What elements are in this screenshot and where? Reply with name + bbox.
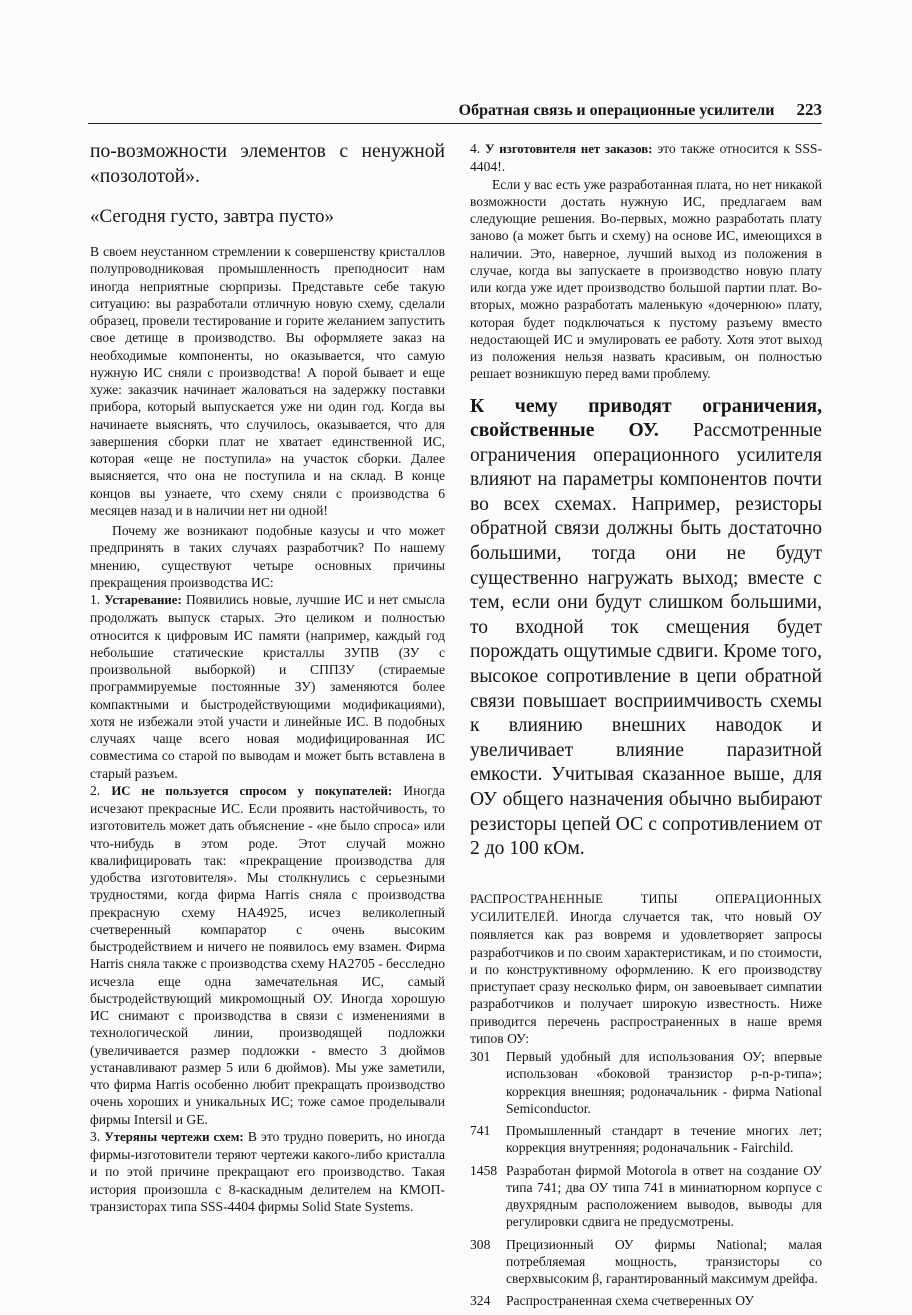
section-heading: «Сегодня густо, завтра пусто» bbox=[90, 206, 335, 228]
continuation-text: по-возможности элементов с ненужной «позолотой». bbox=[90, 141, 445, 187]
right-column bbox=[470, 140, 822, 1315]
op-amp-desc: Промышленный стандарт в течение многих лет; коррекция внутренняя; родоначальник - Fairchild. bbox=[506, 1123, 822, 1156]
list-item bbox=[470, 1292, 822, 1309]
list-item bbox=[470, 1162, 822, 1231]
page-number: 223 bbox=[796, 100, 822, 119]
op-amp-list bbox=[470, 1048, 822, 1310]
paragraph-intro: В своем неустанном стремлении к совершенству кристаллов полупроводниковая промышленность преподносит нам иногда неприятные сюрпризы. Представьте себе такую ситуацию: вы разработали отличную новую схему, сделали образец, провели тестирование и горите желанием запустить свое детище в производство. Вы оформляете заказ на необходимые компоненты, но оказывается, что самую нужную ИС сняли с производства! А порой бывает и еще хуже: заказчик начинает жаловаться на задержку поставки прибора, который выпускается уже ни один год. Когда вы начинаете выяснять, что случилось, оказывается, что для завершения сборки плат не хватает единственной ИС, которая «еще не поступила» на участок сборки. Далее выясняется, что она не поступила и на склад. В конце концов вы узнаете, что схему сняли с производства 6 месяцев назад и в наличии нет ни одной! bbox=[90, 244, 445, 518]
op-amp-desc: Распространенная схема счетверенных ОУ bbox=[506, 1293, 754, 1309]
op-amp-code: 324 bbox=[470, 1293, 491, 1309]
limitations-text: Рассмотренные ограничения операционного усилителя влияют на параметры компонентов почти во всех схемах. Например, резисторы обратной связи должны быть достаточно большими, тогда они не будут существенно нагружать выход; вместе с тем, если они будут слишком большими, то входной ток смещения будет порождать ощутимые сдвиги. Кроме того, высокое сопротивление в цепи обратной связи повышает восприимчивость схемы к влиянию внешних наводок и увеличивает влияние паразитной емкости. Учитывая сказанное выше, для ОУ общего назначения обычно выбирают резисторы цепей ОС с сопротивлением от 2 до 100 кОм. bbox=[470, 420, 822, 860]
running-head bbox=[88, 100, 822, 124]
list-item bbox=[470, 1048, 822, 1117]
section-title: Обратная связь и операционные усилители bbox=[458, 102, 775, 119]
op-amp-code: 1458 bbox=[470, 1162, 498, 1178]
reason-item: 1. Устаревание: Появились новые, лучшие ИС и нет смысла продолжать выпуск старых. Это целиком и полностью относится к цифровым ИС памяти (например, каждый год небольшие статические кристаллы ЗУПВ (ЗУ с произвольной выборкой) и СППЗУ (стираемые программируемые постоянные ЗУ) заменяются более компактными и быстродействующими модификациями), хотя не избежали этой участи и линейные ИС. В подобных случаях чаще всего новая модифицированная ИС совместима со старой по выводам и может быть вставлена в старый разъем. bbox=[90, 592, 445, 781]
op-amp-code: 741 bbox=[470, 1123, 491, 1139]
reason-item: 4. У изготовителя нет заказов: это также относится к SSS-4404!. bbox=[470, 141, 822, 175]
op-amp-types-text: Иногда случается так, что новый ОУ появляется как раз вовремя и удовлетворяет запросы разработчиков и по своим характеристикам, и по стоимости, и по конструктивному оформлению. К его производству приступает сразу несколько фирм, он завоевывает симпатии разработчиков и получает широкую известность. Ниже приводится перечень распространенных в наше время типов ОУ: bbox=[470, 909, 822, 1046]
list-item bbox=[470, 1236, 822, 1288]
limitations-term: К чему приводят ограничения, свойственные ОУ. bbox=[470, 395, 822, 442]
op-amp-desc: Прецизионный ОУ фирмы National; малая потребляемая мощность, транзисторы со сверхвысоким β, гарантированный максимум дрейфа. bbox=[506, 1236, 822, 1287]
op-amp-desc: Разработан фирмой Motorola в ответ на создание ОУ типа 741; два ОУ типа 741 в миниатюрном корпусе с двухрядным расположением выводов, выводы для регулировки сдвига не предусмотрены. bbox=[506, 1162, 822, 1230]
op-amp-code: 308 bbox=[470, 1236, 491, 1252]
paragraph-reasons-intro: Почему же возникают подобные казусы и что может предпринять в таких случаях разработчик? По нашему мнению, существуют четыре основных причины прекращения производства ИС: bbox=[90, 523, 445, 590]
op-amp-types-heading: РАСПРОСТРАНЕННЫЕ ТИПЫ ОПЕРАЦИОННЫХ УСИЛИТЕЛЕЙ. bbox=[470, 891, 822, 925]
paragraph-limitations bbox=[470, 395, 822, 862]
paragraph-op-amp-types bbox=[470, 890, 822, 1047]
op-amp-code: 301 bbox=[470, 1049, 491, 1065]
reason-item: 2. ИС не пользуется спросом у покупателей: Иногда исчезают прекрасные ИС. Если проявить настойчивость, то изготовитель может дать объяснение - «не было спроса» или что-нибудь в этом роде. Этот случай можно квалифицировать так: «прекращение производства для удобства изготовителя». Мы столкнулись с серьезными трудностями, когда фирма Harris сняла с производства прекрасную схему HA4925, исчез великолепный счетверенный компаратор с очень высоким быстродействием и ничего не появилось ему взамен. Фирма Harris сняла также с производства схему HA2705 - бесследно исчезла еще одна замечательная ИС, самый быстродействующий микромощный ОУ. Иногда хорошую ИС снимают с производства в связи с изменениями в технологической линии, производящей подложки (увеличивается размер подложки - вместо 3 дюймов устанавливают размер 5 или 6 дюймов). Мы уже заметили, что фирма Harris особенно любит прекращать производство очень хороших и уникальных ИС; тоже самое проделывали фирмы Intersil и GE. bbox=[90, 782, 445, 1127]
paragraph-solutions: Если у вас есть уже разработанная плата, но нет никакой возможности достать нужную ИС, предлагаем вам следующие решения. Во-первых, можно разработать плату заново (а может быть и схему) на основе ИС, имеющихся в наличии. Это, наверное, лучший выход из положения в случае, когда вы запускаете в производство новую плату или когда уже идет производство большой партии плат. Во-вторых, можно разработать маленькую «дочернюю» плату, которая будет подключаться к пустому разъему вместо недостающей ИС и эмулировать ее работу. Хотя этот выход из положения нельзя назвать красивым, он полностью решает возникшую перед вами проблему. bbox=[470, 176, 822, 382]
left-column bbox=[90, 140, 445, 1215]
op-amp-desc: Первый удобный для использования ОУ; впервые использован «боковой транзистор p-n-p-типа»; коррекция внешняя; родоначальник - фирма National Semiconductor. bbox=[506, 1049, 822, 1116]
list-item bbox=[470, 1122, 822, 1157]
reason-item: 3. Утеряны чертежи схем: В это трудно поверить, но иногда фирмы-изготовители теряют чертежи какого-либо кристалла и по этой причине прекращают его производство. Такая история произошла с 8-каскадным делителем на КМОП-транзисторах типа SSS-4404 фирмы Solid State Systems. bbox=[90, 1128, 445, 1214]
